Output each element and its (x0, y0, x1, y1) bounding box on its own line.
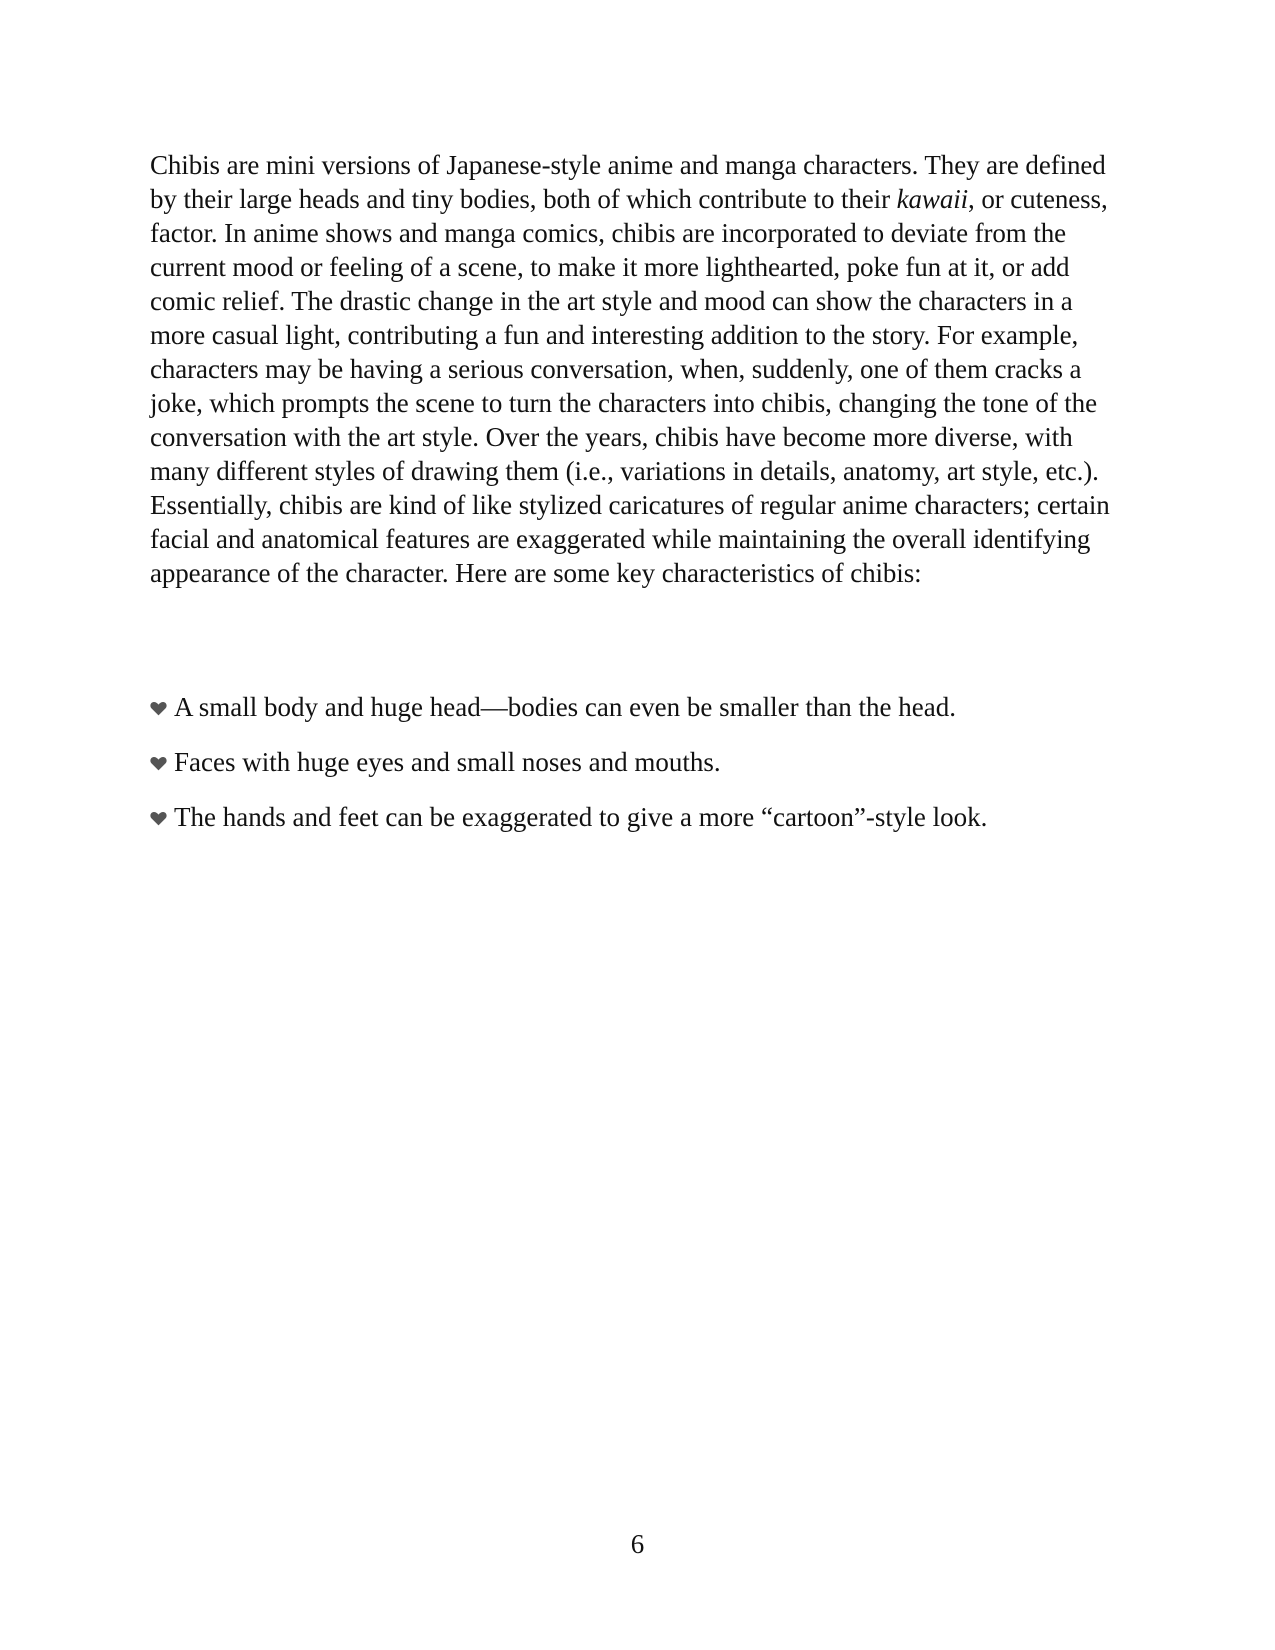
list-item-text: Faces with huge eyes and small noses and mouths. (174, 747, 721, 777)
heart-icon (150, 756, 167, 771)
body-paragraph (150, 148, 1125, 590)
paragraph-text-start: Chibis are mini versions of Japanese-style anime and manga characters. They are defined by their large heads and tiny bodies, both of which contribute to their (150, 150, 1106, 214)
page-number: 6 (630, 1529, 645, 1559)
list-item-text: The hands and feet can be exaggerated to give a more “cartoon”-style look. (174, 802, 988, 832)
heart-icon (150, 811, 167, 826)
paragraph-text-end: , or cuteness, factor. In anime shows and manga comics, chibis are incorporated to deviate from the current mood or feeling of a scene, to make it more lighthearted, poke fun at it, or add comic relief. The drastic change in the art style and mood can show the characters in a more casual light, contributing a fun and interesting addition to the story. For example, characters may be having a serious conversation, when, suddenly, one of them cracks a joke, which prompts the scene to turn the characters into chibis, changing the tone of the conversation with the art style. Over the years, chibis have become more diverse, with many different styles of drawing them (i.e., variations in details, anatomy, art style, etc.). Essentially, chibis are kind of like stylized caricatures of regular anime characters; certain facial and anatomical features are exaggerated while maintaining the overall identifying appearance of the character. Here are some key characteristics of chibis: (150, 184, 1110, 588)
paragraph-italic-term: kawaii (896, 184, 969, 214)
heart-icon (150, 701, 167, 716)
list-item-text: A small body and huge head—bodies can even be smaller than the head. (174, 692, 957, 722)
list-item (150, 745, 1125, 779)
list-item (150, 690, 1125, 724)
list-item (150, 800, 1125, 834)
characteristics-list (150, 690, 1125, 855)
